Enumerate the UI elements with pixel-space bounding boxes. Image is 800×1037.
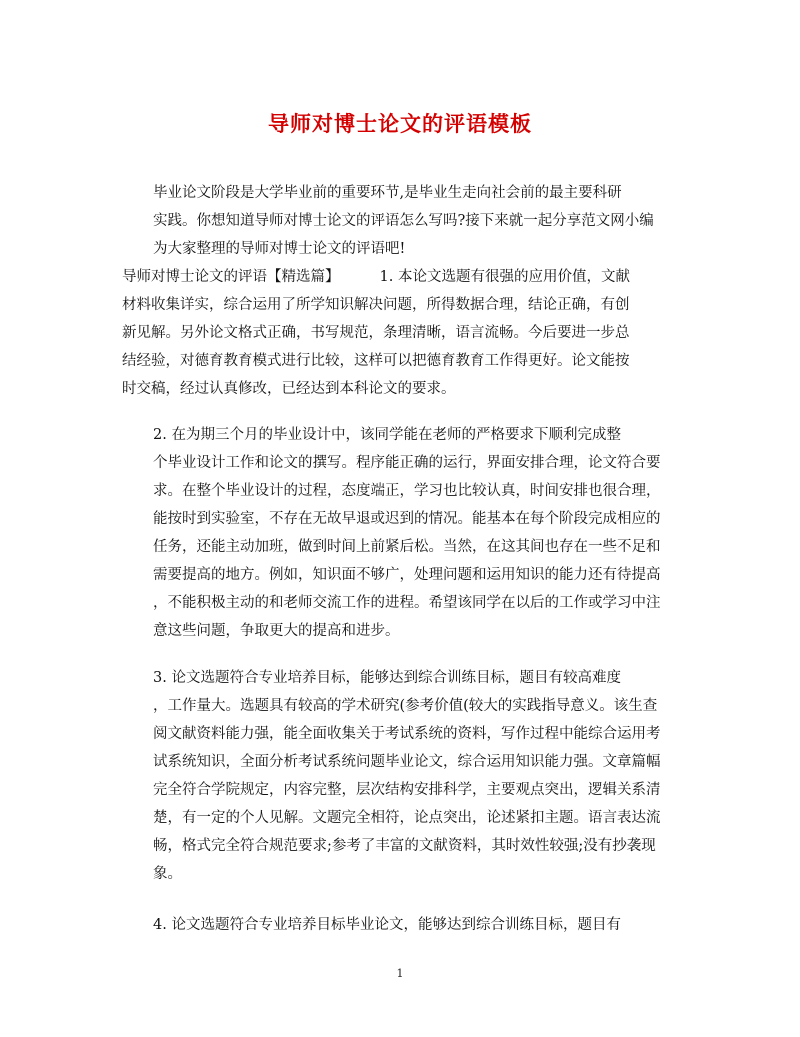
text-line: 试系统知识，全面分析考试系统问题毕业论文，综合运用知识能力强。文章篇幅: [153, 754, 661, 770]
item-3-paragraph: [122, 664, 680, 888]
text-line: 新见解。另外论文格式正确，书写规范，条理清晰，语言流畅。今后要进一步总: [122, 325, 630, 341]
text-line: 阅文献资料能力强，能全面收集关于考试系统的资料，写作过程中能综合运用考: [153, 726, 661, 742]
text-line: [122, 263, 680, 291]
text-line: 结经验，对德育教育模式进行比较，这样可以把德育教育工作得更好。论文能按: [122, 353, 630, 369]
text-line: 任务，还能主动加班，做到时间上前紧后松。当然，在这其间也存在一些不足和: [153, 539, 661, 555]
text-line: 楚，有一定的个人见解。文题完全相符，论点突出，论述紧扣主题。语言表达流: [153, 810, 661, 826]
text-line: 求。在整个毕业设计的过程，态度端正，学习也比较认真，时间安排也很合理，: [153, 483, 661, 499]
text-line: 实践。你想知道导师对博士论文的评语怎么写吗?接下来就一起分享范文网小编: [153, 213, 654, 229]
item-2-paragraph: [122, 421, 680, 645]
item-1-paragraph: [122, 263, 680, 403]
text-line: 需要提高的地方。例如，知识面不够广，处理问题和运用知识的能力还有待提高: [153, 567, 661, 583]
text-line: ，不能积极主动的和老师交流工作的进程。希望该同学在以后的工作或学习中注: [153, 595, 661, 611]
page-number: 1: [396, 967, 404, 980]
text-line: 毕业论文阶段是大学毕业前的重要环节,是毕业生走向社会前的最主要科研: [153, 185, 622, 201]
text-line: 个毕业设计工作和论文的撰写。程序能正确的运行，界面安排合理，论文符合要: [153, 455, 661, 471]
intro-paragraph: [122, 179, 680, 263]
text-line: 能按时到实验室，不存在无故早退或迟到的情况。能基本在每个阶段完成相应的: [153, 511, 661, 527]
text-line: 为大家整理的导师对博士论文的评语吧!: [153, 241, 406, 257]
text-line: 时交稿，经过认真修改，已经达到本科论文的要求。: [122, 381, 456, 397]
section-heading: 导师对博士论文的评语【精选篇】: [122, 269, 340, 285]
text-line: 2. 在为期三个月的毕业设计中，该同学能在老师的严格要求下顺利完成整: [153, 427, 621, 443]
text-line: 3. 论文选题符合专业培养目标，能够达到综合训练目标，题目有较高难度: [153, 670, 621, 686]
text-line: ，工作量大。选题具有较高的学术研究(参考价值(较大的实践指导意义。该生查: [153, 698, 658, 714]
text-line: 畅，格式完全符合规范要求;参考了丰富的文献资料，其时效性较强;没有抄袭现: [153, 838, 656, 854]
text-line: 完全符合学院规定，内容完整，层次结构安排科学，主要观点突出，逻辑关系清: [153, 782, 661, 798]
text-line: 材料收集详实，综合运用了所学知识解决问题，所得数据合理，结论正确，有创: [122, 297, 630, 313]
item-4-paragraph: [122, 911, 680, 939]
item-1-first-line: 1. 本论文选题有很强的应用价值，文献: [379, 269, 630, 285]
text-line: 4. 论文选题符合专业培养目标毕业论文，能够达到综合训练目标，题目有: [153, 917, 621, 933]
text-line: 意这些问题，争取更大的提高和进步。: [153, 623, 400, 639]
document-title: 导师对博士论文的评语模板: [268, 111, 532, 136]
text-line: 象。: [153, 866, 182, 882]
